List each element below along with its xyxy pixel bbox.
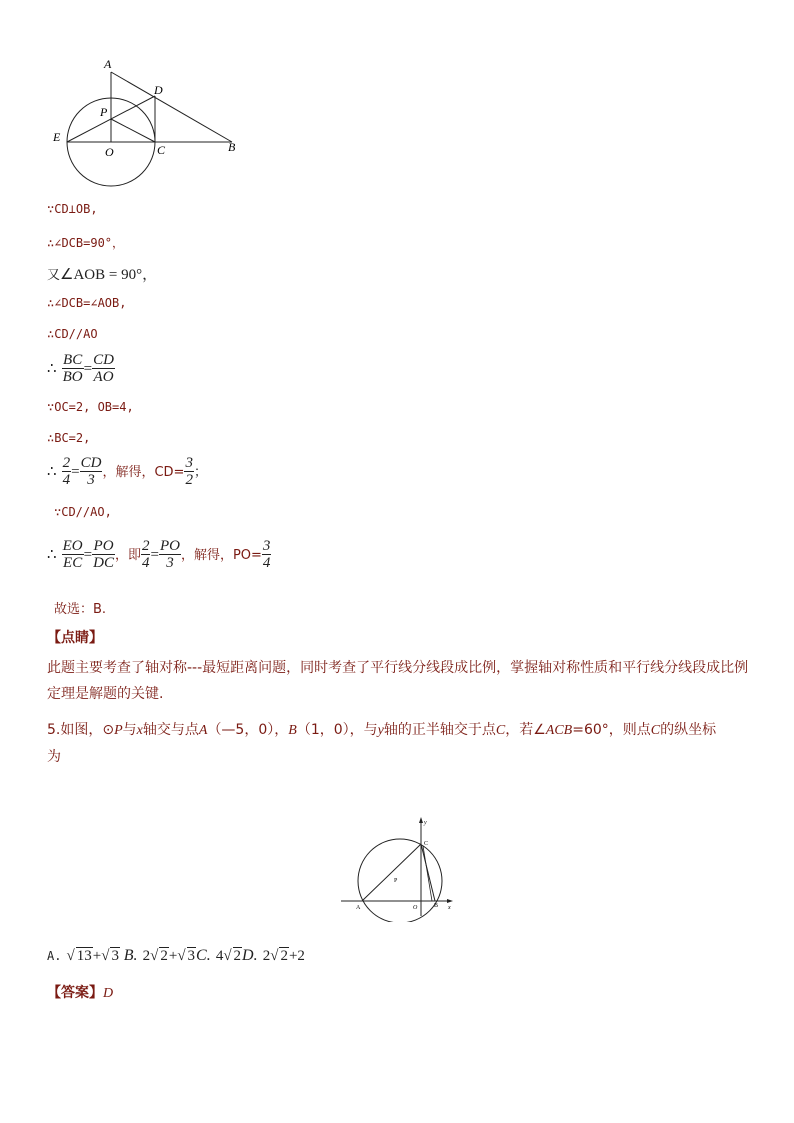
denominator: 4 (262, 555, 271, 571)
label-p: P (394, 878, 398, 884)
sqrt-icon: √ (101, 948, 110, 964)
step-9-therefore: ∴ (47, 464, 57, 480)
label-b: B (434, 903, 439, 909)
step-8: ∴BC=2, (47, 431, 91, 445)
sqrt-icon: √ (66, 948, 75, 964)
step-11 (47, 538, 271, 571)
step-6 (47, 352, 115, 385)
coefficient: 2 (142, 948, 151, 964)
sqrt-icon: √ (270, 948, 279, 964)
equals-sign: = (83, 361, 93, 377)
q5-text: 轴的正半轴交于点 (383, 722, 496, 738)
circle-p (358, 839, 442, 922)
label-a: A (104, 57, 112, 71)
line-ab (111, 72, 232, 142)
comment-heading: 【点睛】 (47, 630, 103, 646)
numerator: 3 (185, 455, 193, 471)
answer-value: D (103, 986, 114, 1001)
sqrt-icon: √ (177, 948, 186, 964)
q5-text: ，若∠ (505, 722, 546, 738)
step-11-ie-text: ，即 (114, 548, 141, 563)
step-5: ∴CD//AO (47, 327, 98, 341)
denominator: 2 (185, 472, 193, 488)
numerator: 2 (62, 455, 71, 471)
label-y: y (424, 820, 427, 826)
equals-sign: = (150, 547, 159, 563)
step-9 (47, 455, 207, 488)
option-d-label: D. (242, 947, 258, 964)
plus-sign: + (168, 948, 178, 964)
option-d-expr (263, 948, 305, 964)
radicand: 2 (233, 948, 242, 964)
numerator: PO (93, 538, 114, 554)
numerator: BC (63, 352, 83, 368)
answer-options (47, 945, 305, 965)
q5-var-x: x (136, 723, 143, 738)
x-axis-arrow-icon (447, 899, 453, 903)
radicand: 3 (187, 948, 196, 964)
geometry-figure-1 (40, 50, 260, 200)
label-d: D (154, 83, 163, 97)
fraction-bc-bo (62, 352, 84, 385)
q5-text-line2: 为 (47, 749, 61, 765)
fraction-po-3 (159, 538, 181, 571)
step-6-therefore: ∴ (47, 361, 57, 377)
label-e: E (53, 130, 61, 144)
option-c-expr (216, 948, 242, 964)
q5-text: 轴交与点 (142, 722, 199, 738)
denominator: DC (93, 555, 114, 571)
q5-var-a: A (198, 723, 208, 738)
denominator: 4 (62, 472, 71, 488)
label-o: O (413, 905, 418, 911)
q5-text: 5.如图，⊙ (47, 722, 115, 738)
q5-var-c2: C (650, 723, 661, 738)
step-2: ∴∠DCB=90°， (47, 236, 125, 250)
sqrt-icon: √ (223, 948, 232, 964)
numerator: EO (62, 538, 83, 554)
option-a-label: A. (47, 949, 62, 963)
radicand: 2 (160, 948, 168, 964)
equals-sign: = (71, 464, 80, 480)
denominator: 4 (141, 555, 150, 571)
step-3-math: ∠AOB = 90°， (60, 267, 158, 283)
line-c-side (423, 846, 432, 901)
coordinate-figure-2 (338, 812, 460, 922)
fraction-cd-3 (80, 455, 103, 488)
step-1: ∵CD⊥OB, (47, 202, 98, 216)
label-p: P (100, 105, 108, 119)
numerator: CD (80, 455, 102, 471)
option-b-label: B. (123, 947, 138, 964)
step-10: ∵CD//AO, (54, 505, 112, 519)
q5-text: （—5，0）， (207, 722, 289, 738)
plus-sign: + (92, 948, 102, 964)
y-axis-arrow-icon (419, 817, 423, 823)
q5-var-p: P (114, 723, 123, 738)
sqrt-icon: √ (150, 948, 159, 964)
label-a: A (356, 905, 361, 911)
fraction-cd-ao (92, 352, 115, 385)
q5-text: （1，0），与 (296, 722, 378, 738)
comment-text: 此题主要考查了轴对称---最短距离问题，同时考查了平行线分线段成比例，掌握轴对称性质和平行线分线段成比例定理是解题的关键. (47, 660, 749, 702)
step-3 (47, 263, 157, 284)
question-5 (47, 717, 757, 770)
step-9-solve-text: ，解得，CD= (102, 465, 185, 480)
step-11-solve-text: ，解得，PO= (180, 548, 262, 563)
label-o: O (105, 145, 114, 159)
numerator: PO (159, 538, 180, 554)
step-4: ∴∠DCB=∠AOB, (47, 296, 127, 310)
numerator: 3 (262, 538, 271, 554)
denominator: AO (93, 369, 114, 385)
line-pc (111, 119, 155, 142)
plus-sign: + (288, 948, 298, 964)
answer-line (47, 982, 113, 1002)
denominator: 3 (166, 555, 174, 571)
coefficient: 2 (262, 948, 271, 964)
step-3-prefix: 又 (47, 268, 61, 283)
step-11-therefore: ∴ (47, 547, 57, 563)
option-a-expr (67, 948, 124, 964)
line-ac (362, 844, 421, 901)
fraction-po-dc (92, 538, 115, 571)
q5-text: =60°，则点 (572, 722, 651, 738)
option-b-expr (143, 948, 196, 964)
label-c: C (157, 143, 166, 157)
q5-var-acb: ACB (545, 723, 573, 738)
step-9-end: ； (193, 465, 207, 480)
denominator: 3 (87, 472, 95, 488)
radicand: 13 (76, 948, 92, 964)
label-x: x (448, 905, 451, 911)
step-7: ∵OC=2, OB=4, (47, 400, 134, 414)
q5-var-b: B (288, 723, 297, 738)
equals-sign: = (83, 547, 93, 563)
radicand: 3 (111, 948, 119, 964)
radicand: 2 (280, 948, 288, 964)
coefficient: 4 (215, 948, 224, 964)
q5-text: 与 (122, 722, 137, 738)
label-c: C (424, 841, 429, 847)
numerator: 2 (141, 538, 150, 554)
denominator: BO (62, 369, 83, 385)
option-c-label: C. (196, 947, 211, 964)
numerator: CD (93, 352, 114, 368)
q5-var-y: y (377, 723, 384, 738)
line-cb (421, 844, 435, 901)
fraction-3-2 (184, 455, 194, 488)
fraction-3-4 (262, 538, 272, 571)
constant: 2 (297, 948, 305, 964)
answer-heading: 【答案】 (47, 985, 103, 1001)
denominator: EC (63, 555, 83, 571)
fraction-eo-ec (62, 538, 84, 571)
label-b: B (228, 140, 236, 154)
q5-var-c: C (495, 723, 506, 738)
choice-text: 故选：B. (54, 602, 107, 617)
fraction-2-4 (62, 455, 72, 488)
q5-text: 的纵坐标 (660, 722, 717, 738)
